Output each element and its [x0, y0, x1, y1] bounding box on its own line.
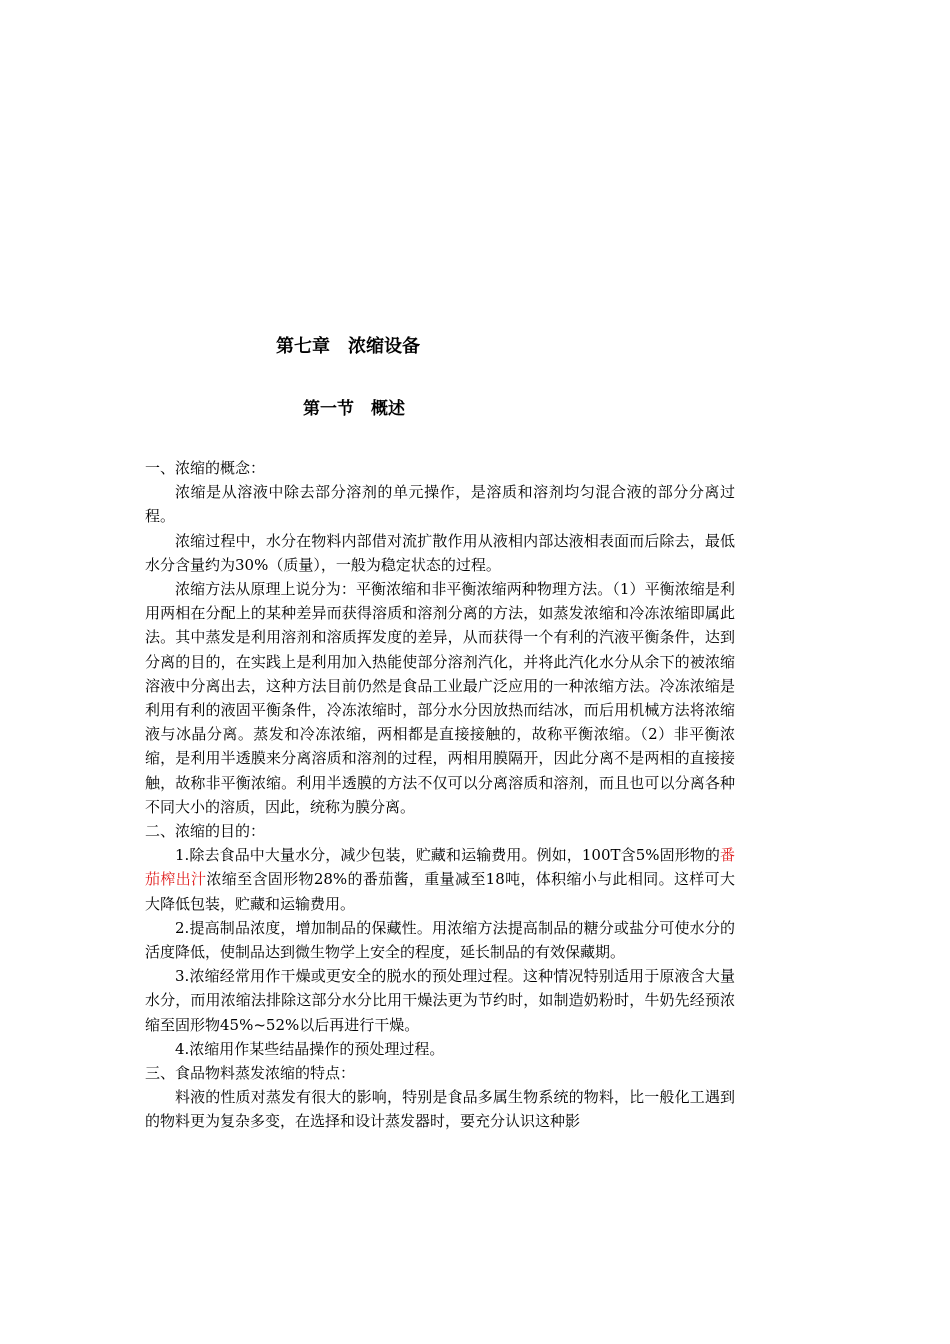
paragraph-methods: 浓缩方法从原理上说分为：平衡浓缩和非平衡浓缩两种物理方法。（1）平衡浓缩是利用两相在分配上的某种差异而获得溶质和溶剂分离的方法，如蒸发浓缩和冷冻浓缩即属此法。其中蒸发是利用溶剂和溶质挥发度的差异，从而获得一个有利的汽液平衡条件，达到分离的目的，在实践上是利用加入热能使部分溶剂汽化，并将此汽化水分从余下的被浓缩溶液中分离出去，这种方法目前仍然是食品工业最广泛应用的一种浓缩方法。冷冻浓缩是利用有利的液固平衡条件，冷冻浓缩时，部分水分因放热而结冰，而后用机械方法将浓缩液与冰晶分离。蒸发和冷冻浓缩，两相都是直接接触的，故称平衡浓缩。（2）非平衡浓缩，是利用半透膜来分离溶质和溶剂的过程，两相用膜隔开，因此分离不是两相的直接接触，故称非平衡浓缩。利用半透膜的方法不仅可以分离溶质和溶剂，而且也可以分离各种不同大小的溶质，因此，统称为膜分离。: [145, 580, 735, 816]
list-item-4: 4.浓缩用作某些结晶操作的预处理过程。: [175, 1039, 445, 1058]
chapter-title: 第七章 浓缩设备: [276, 336, 420, 357]
highlighted-term: 番茄榨出汁: [145, 846, 735, 889]
heading-concept: 一、浓缩的概念：: [145, 459, 266, 477]
paragraph-definition: 浓缩是从溶液中除去部分溶剂的单元操作，是溶质和溶剂均匀混合液的部分分离过程。: [145, 483, 735, 526]
heading-characteristics: 三、食品物料蒸发浓缩的特点：: [145, 1064, 356, 1083]
heading-purpose: 二、浓缩的目的：: [145, 822, 266, 841]
list-item-1-text-a: 1.除去食品中大量水分，减少包装，贮藏和运输费用。例如，100T含5%固形物的: [175, 846, 720, 865]
list-item-3: 3.浓缩经常用作干燥或更安全的脱水的预处理过程。这种情况特别适用于原液含大量水分，而用浓缩法排除这部分水分比用干燥法更为节约时，如制造奶粉时，牛奶先经预浓缩至固形物45%~52%以后再进行干燥。: [145, 967, 735, 1034]
document-body: [145, 456, 735, 1134]
paragraph-characteristics: 料液的性质对蒸发有很大的影响，特别是食品多属生物系统的物料，比一般化工遇到的物料更为复杂多变，在选择和设计蒸发器时，要充分认识这种影: [145, 1088, 735, 1131]
list-item-1-text-b: 浓缩至含固形物28%的番茄酱，重量减至18吨，体积缩小与此相同。这样可大大降低包装，贮藏和运输费用。: [145, 870, 735, 913]
section-title: 第一节 概述: [303, 399, 405, 419]
paragraph-process: 浓缩过程中，水分在物料内部借对流扩散作用从液相内部达液相表面而后除去，最低水分含量约为30%（质量），一般为稳定状态的过程。: [145, 531, 735, 574]
list-item-2: 2.提高制品浓度，增加制品的保藏性。用浓缩方法提高制品的糖分或盐分可使水分的活度降低，使制品达到微生物学上安全的程度，延长制品的有效保藏期。: [145, 918, 735, 962]
list-item-1: [145, 843, 735, 916]
